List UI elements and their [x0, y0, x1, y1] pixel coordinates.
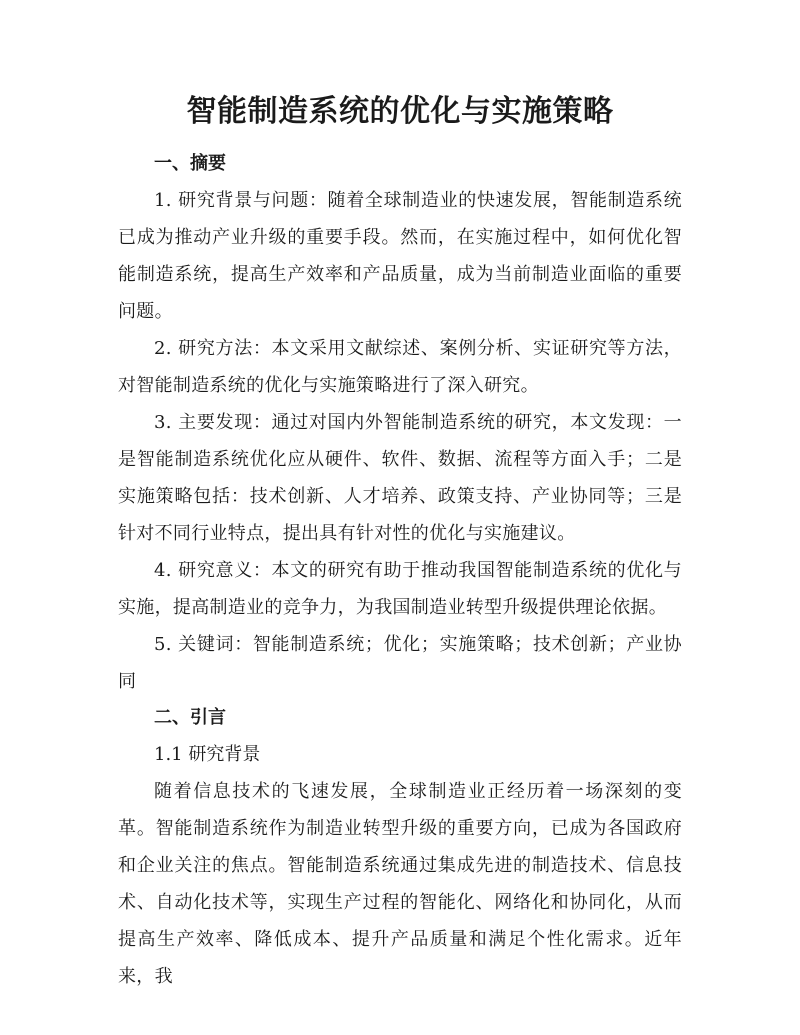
abstract-paragraph-method: 2. 研究方法：本文采用文献综述、案例分析、实证研究等方法，对智能制造系统的优化与实施策略进行了深入研究。: [118, 338, 682, 396]
document-title: 智能制造系统的优化与实施策略: [186, 94, 614, 129]
section-introduction: [118, 700, 682, 995]
abstract-paragraph-background: 1. 研究背景与问题：随着全球制造业的快速发展，智能制造系统已成为推动产业升级的重要手段。然而，在实施过程中，如何优化智能制造系统，提高生产效率和产品质量，成为当前制造业面临的重要问题。: [118, 190, 682, 322]
abstract-paragraph-significance: 4. 研究意义：本文的研究有助于推动我国智能制造系统的优化与实施，提高制造业的竞争力，为我国制造业转型升级提供理论依据。: [118, 560, 682, 618]
introduction-paragraph: 随着信息技术的飞速发展，全球制造业正经历着一场深刻的变革。智能制造系统作为制造业转型升级的重要方向，已成为各国政府和企业关注的焦点。智能制造系统通过集成先进的制造技术、信息技术、自动化技术等，实现生产过程的智能化、网络化和协同化，从而提高生产效率、降低成本、提升产品质量和满足个性化需求。近年来，我: [118, 781, 682, 987]
section-heading-introduction: 二、引言: [154, 707, 226, 728]
abstract-paragraph-keywords: 5. 关键词：智能制造系统；优化；实施策略；技术创新；产业协同: [118, 634, 682, 692]
subsection-heading-background: 1.1 研究背景: [154, 744, 261, 765]
section-heading-abstract: 一、摘要: [154, 153, 226, 174]
section-abstract: [118, 146, 682, 700]
abstract-paragraph-findings: 3. 主要发现：通过对国内外智能制造系统的研究，本文发现：一是智能制造系统优化应从硬件、软件、数据、流程等方面入手；二是实施策略包括：技术创新、人才培养、政策支持、产业协同等；三是针对不同行业特点，提出具有针对性的优化与实施建议。: [118, 412, 682, 544]
